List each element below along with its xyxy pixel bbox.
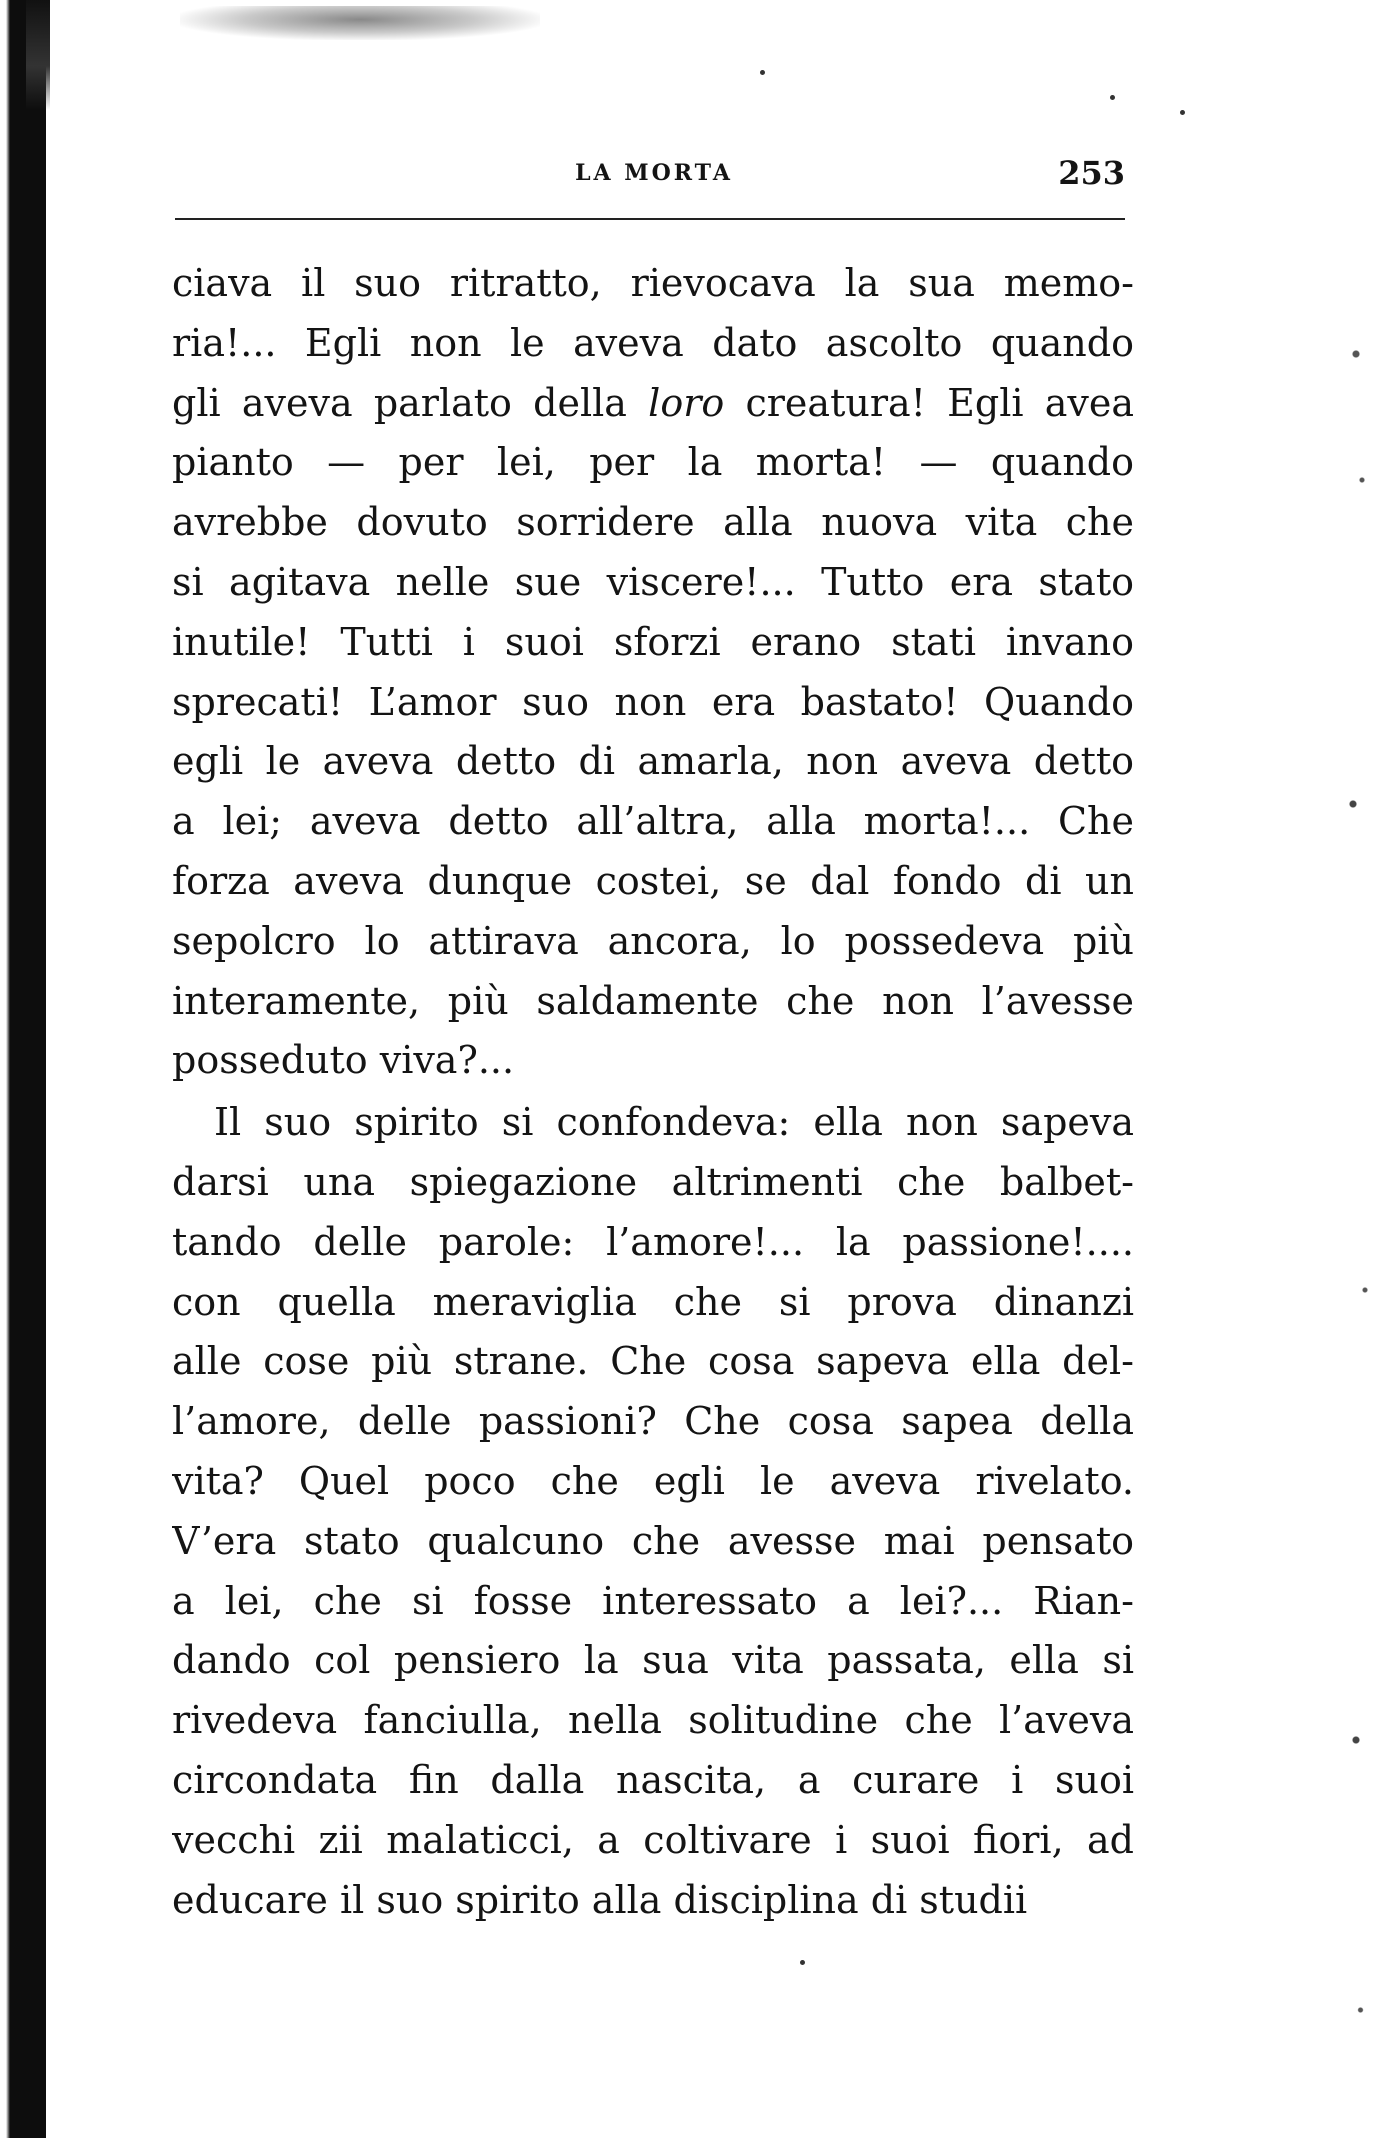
running-head [175,150,1133,194]
text-segment: tando delle parole: l’amore!... la passione!.... [172,1219,1134,1264]
text-segment: darsi una spiegazione altrimenti che balbet- [172,1159,1134,1204]
text-segment: gli aveva parlato della [172,380,649,425]
text-line [172,1871,1134,1931]
text-line [172,493,1134,553]
text-line [172,852,1134,912]
text-line [172,1452,1134,1512]
text-segment: vita? Quel poco che egli le aveva rivelato. [172,1458,1134,1503]
text-line [172,1512,1134,1572]
text-segment: interamente, più saldamente che non l’avesse [172,978,1134,1023]
text-segment: alle cose più strane. Che cosa sapeva ella del- [172,1339,1134,1384]
text-line [172,1213,1134,1273]
text-line [172,792,1134,852]
body-text [172,254,1134,1930]
text-segment: pianto — per lei, per la morta! — quando [172,440,1134,485]
text-line [172,314,1134,374]
text-line [172,1691,1134,1751]
text-segment: inutile! Tutti i suoi sforzi erano stati invano [172,619,1134,664]
text-segment: a lei, che si fosse interessato a lei?... Rian- [172,1578,1134,1623]
text-line [172,1332,1134,1392]
scan-speck [1110,95,1115,100]
paragraph [172,1093,1134,1930]
bound-edge-shadow [0,0,46,2138]
text-line [172,613,1134,673]
text-segment: con quella meraviglia che si prova dinanzi [172,1279,1134,1324]
text-line [172,254,1134,314]
text-segment: ria!... Egli non le aveva dato ascolto quando [172,320,1134,365]
text-segment: creatura! Egli avea [724,380,1134,425]
scan-smudge [180,6,540,40]
text-line [172,1392,1134,1452]
text-line [172,673,1134,733]
text-segment: rivedeva fanciulla, nella solitudine che l’aveva [172,1698,1134,1743]
text-segment: sepolcro lo attirava ancora, lo possedeva più [172,918,1134,963]
scan-speck [800,1960,805,1965]
text-line [172,1273,1134,1333]
text-segment: posseduto viva?... [172,1038,515,1083]
text-line [172,374,1134,434]
scan-speck [1180,110,1185,115]
text-segment: V’era stato qualcuno che avesse mai pensato [172,1518,1134,1563]
text-segment: educare il suo spirito alla disciplina di studii [172,1877,1028,1922]
text-segment: ciava il suo ritratto, rievocava la sua memo- [172,261,1134,305]
text-line [172,912,1134,972]
text-line [172,1811,1134,1871]
text-segment: Il suo spirito si confondeva: ella non sapeva [214,1100,1134,1145]
text-segment: circondata fin dalla nascita, a curare i suoi [172,1757,1134,1802]
text-segment: dando col pensiero la sua vita passata, ella si [172,1638,1134,1683]
text-segment: forza aveva dunque costei, se dal fondo di un [172,858,1134,903]
scan-speck [760,70,765,75]
running-head-title: LA MORTA [575,160,733,186]
text-segment: l’amore, delle passioni? Che cosa sapea della [172,1399,1134,1444]
text-segment: si agitava nelle sue viscere!... Tutto era stato [172,559,1134,604]
text-line [172,732,1134,792]
page-number: 253 [1058,154,1125,192]
text-line [172,1631,1134,1691]
text-line [172,433,1134,493]
text-segment: a lei; aveva detto all’altra, alla morta!... Che [172,799,1134,844]
text-segment: vecchi zii malaticci, a coltivare i suoi fiori, ad [172,1817,1134,1862]
text-line [172,553,1134,613]
text-segment: sprecati! L’amor suo non era bastato! Quando [172,679,1134,724]
text-line [172,1751,1134,1811]
text-line [172,1572,1134,1632]
header-rule [175,218,1125,220]
italic-word: loro [648,380,725,425]
text-line [172,1153,1134,1213]
text-line [172,1093,1134,1153]
paragraph [172,254,1134,1091]
bound-edge-mark [26,0,50,110]
text-line [172,1031,1134,1091]
text-segment: avrebbe dovuto sorridere alla nuova vita che [172,500,1134,545]
text-line [172,972,1134,1032]
scan-edge-noise [1344,300,1374,2100]
text-segment: egli le aveva detto di amarla, non aveva detto [172,739,1134,784]
